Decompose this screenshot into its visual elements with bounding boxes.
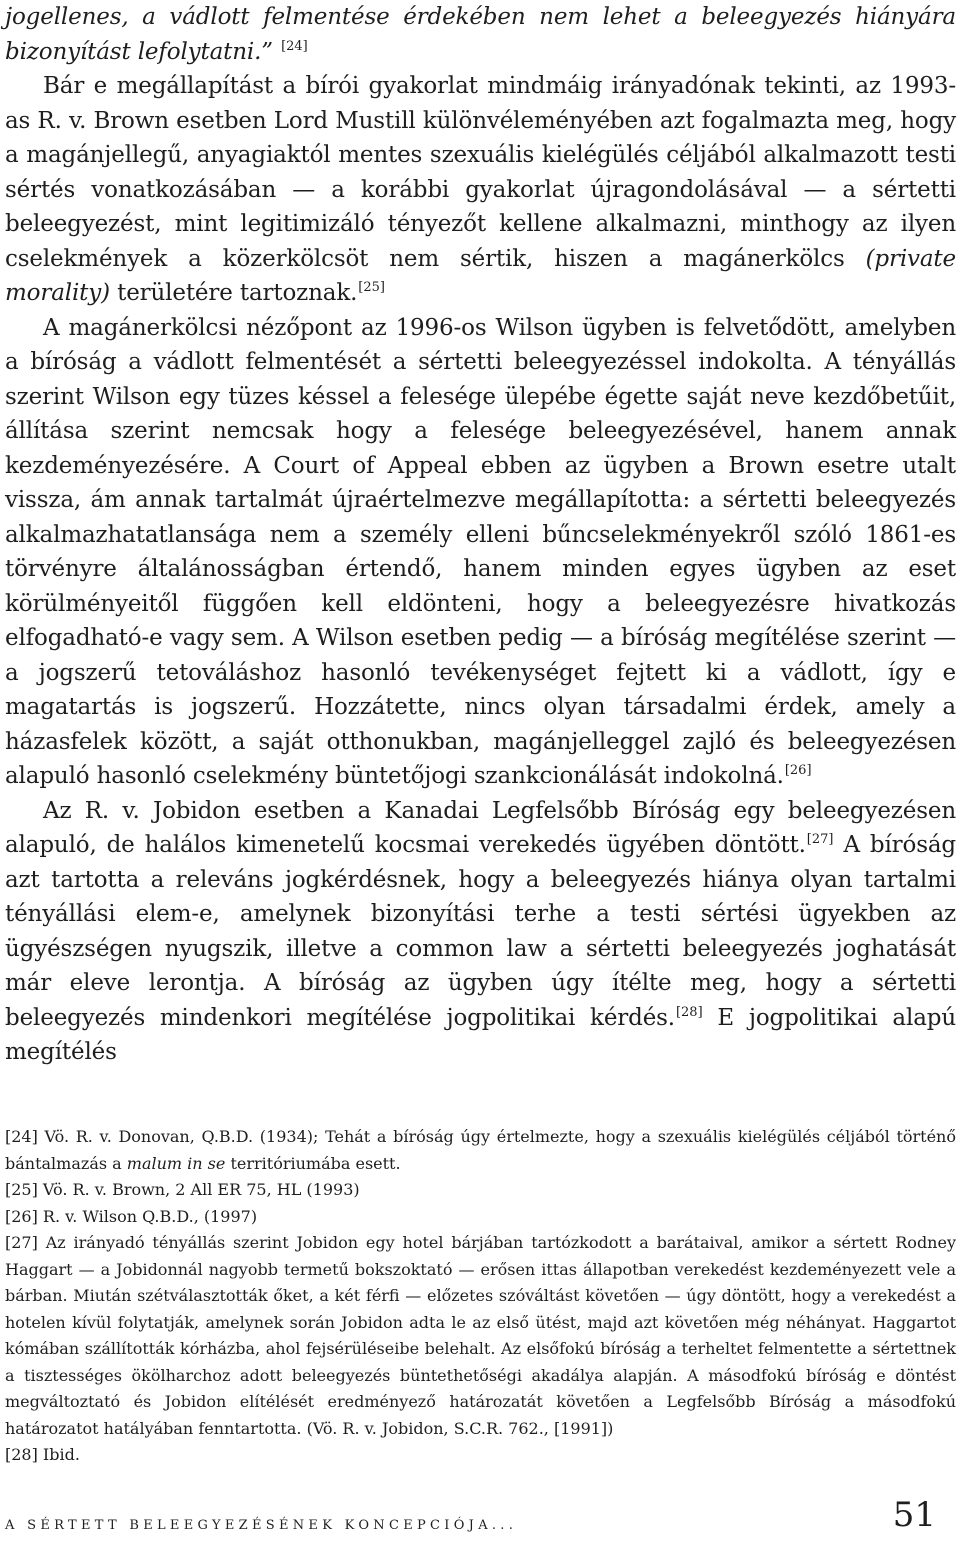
footnote-reference: [25] <box>358 280 385 295</box>
body-paragraph <box>5 0 956 69</box>
footnote <box>5 1230 956 1442</box>
footnote-reference: [27] <box>806 832 834 847</box>
text-run: A bíróság azt tartotta a releváns jogkérdésnek, hogy a beleegyezés hiánya olyan tartalmi tényállási elem-e, amelynek bizonyítási terhe a testi sértési ügyekben az ügyészségen nyugszik, illetve a common law a sértetti beleegyezés joghatását már eleve lerontja. A bíróság az ügyben úgy ítélte meg, hogy a sértetti beleegyezés mindenkori megítélése jogpolitikai kérdés. <box>5 832 956 1031</box>
footnote <box>5 1204 956 1231</box>
text-run: E jogpolitikai alapú megítélés <box>5 1004 956 1065</box>
running-head: A SÉRTETT BELEEGYEZÉSÉNEK KONCEPCIÓJA... <box>5 1518 518 1533</box>
footnote <box>5 1442 956 1469</box>
text-run: territóriumába esett. <box>225 1153 401 1173</box>
text-run: [27] Az irányadó tényállás szerint Jobidon egy hotel bárjában tartózkodott a barátaival, amikor a sértett Rodney Haggart — a Jobidonnál nagyobb termetű bokszoktató — erősen ittas állapotban verekedést kezdeményezett vele a bárban. Miután szétválasztották őket, a két férfi — előzetes szóváltást követően — úgy döntött, hogy a verekedést a hotelen kívül folytatják, amelynek során Jobidon adta le az első ütést, majd azt követően még néhányat. Haggartot kómában szállították kórházba, ahol fejsérüléseibe belehalt. Az elsőfokú bíróság a terheltet felmentette a sértettnek a tisztességes ökölharchoz adott beleegyezés büntethetőségi akadálya alapján. A másodfokú bíróság e döntést megváltoztató és Jobidon elítélését eredményező határozatát követően a Legfelsőbb Bíróság a másodfokú határozatot hatályában fenntartotta. (Vö. R. v. Jobidon, S.C.R. 762., [1991]) <box>5 1233 956 1438</box>
body-paragraph <box>5 69 956 311</box>
body-paragraph <box>5 311 956 794</box>
footnote-reference: [26] <box>784 763 812 778</box>
page-number: 51 <box>892 1495 936 1535</box>
text-run: [24] Vö. R. v. Donovan, Q.B.D. (1934); Tehát a bíróság úgy értelmezte, hogy a szexuális kielégülés céljából történő bántalmazás a <box>5 1127 956 1173</box>
text-run: [26] R. v. Wilson Q.B.D., (1997) <box>5 1206 258 1226</box>
body-paragraph <box>5 794 956 1070</box>
text-run: Bár e megállapítást a bírói gyakorlat mindmáig irányadónak tekinti, az 1993-as R. v. Brown esetben Lord Mustill különvéleményében azt fogalmazta meg, hogy a magánjellegű, anyagiaktól mentes szexuális kielégülés céljából alkalmazott testi sértés vonatkozásában — a korábbi gyakorlat újragondolásával — a sértetti beleegyezést, mint legitimizáló tényezőt kellene alkalmazni, minthogy az ilyen cselekmények a közerkölcsöt nem sértik, hiszen a magánerkölcs <box>5 73 956 272</box>
footnote-reference: [24] <box>281 38 308 54</box>
footnote-reference: [28] <box>675 1004 703 1020</box>
text-run: A magánerkölcsi nézőpont az 1996-os Wilson ügyben is felvetődött, amelyben a bíróság a vádlott felmentését a sértetti beleegyezéssel indokolta. A tényállás szerint Wilson egy tüzes késsel a felesége ülepébe égette saját neve kezdőbetűit, állítása szerint nemcsak hogy a felesége beleegyezésével, hanem annak kezdeményezésére. A Court of Appeal ebben az ügyben a Brown esetre utalt vissza, ám annak tartalmát újraértelmezve megállapította: a sértetti beleegyezés alkalmazhatatlansága nem a személy elleni bűncselekményekről szóló 1861-es törvényre általánosságban értendő, hanem minden egyes ügyben az eset körülményeitől függően kell eldönteni, hogy a beleegyezésre hivatkozás elfogadható-e vagy sem. A Wilson esetben pedig — a bíróság megítélése szerint — a jogszerű tetováláshoz hasonló tevékenységet fejtett ki a vádlott, így e magatartás is jogszerű. Hozzátette, nincs olyan társadalmi érdek, amely a házasfelek között, a saját otthonukban, magánjelleggel zajló és beleegyezésen alapuló hasonló cselekmény büntetőjogi szankcionálását indokolná. <box>5 314 956 789</box>
text-run: területére tartoznak. <box>109 280 358 306</box>
text-run <box>273 39 280 65</box>
footnotes <box>5 1124 956 1469</box>
italic-text: malum in se <box>126 1153 226 1173</box>
italic-text: (private morality) <box>5 245 956 306</box>
text-run: [28] Ibid. <box>5 1445 80 1464</box>
body-text <box>5 0 956 1070</box>
footnote <box>5 1124 956 1177</box>
italic-text: jogellenes, a vádlott felmentése érdekében nem lehet a beleegyezés hiányára bizonyítást lefolytatni.” <box>5 4 956 65</box>
footnote <box>5 1177 956 1204</box>
text-run: Az R. v. Jobidon esetben a Kanadai Legfelsőbb Bíróság egy beleegyezésen alapuló, de halálos kimenetelű kocsmai verekedés ügyében döntött. <box>5 797 956 858</box>
text-run: [25] Vö. R. v. Brown, 2 All ER 75, HL (1993) <box>5 1180 360 1199</box>
